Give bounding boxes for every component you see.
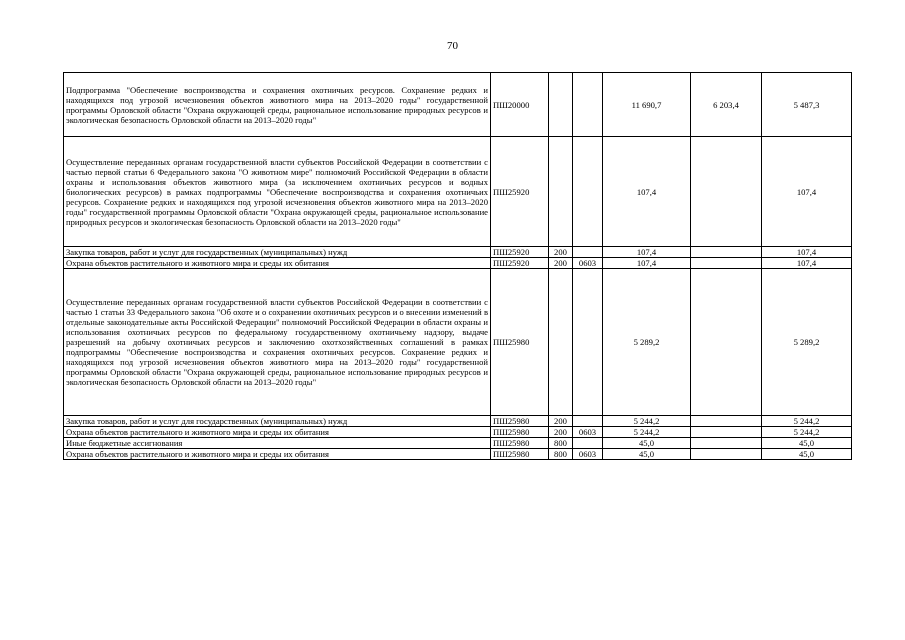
- row-name-cell: Охрана объектов растительного и животного мира и среды их обитания: [64, 449, 491, 460]
- amount-total-cell: 45,0: [603, 449, 691, 460]
- amount-last-cell: 107,4: [762, 137, 852, 247]
- table-row: [64, 258, 852, 269]
- amount-total-cell: 5 244,2: [603, 416, 691, 427]
- target-code-cell: ПШ25980: [491, 449, 549, 460]
- expense-type-cell: [549, 269, 573, 416]
- target-code-cell: ПШ20000: [491, 73, 549, 137]
- target-code-cell: ПШ25920: [491, 137, 549, 247]
- amount-mid-cell: [691, 427, 762, 438]
- amount-mid-cell: [691, 247, 762, 258]
- row-name-cell: Закупка товаров, работ и услуг для государственных (муниципальных) нужд: [64, 247, 491, 258]
- section-code-cell: [573, 269, 603, 416]
- table-row: [64, 137, 852, 247]
- target-code-cell: ПШ25920: [491, 258, 549, 269]
- amount-last-cell: 107,4: [762, 247, 852, 258]
- table-row: [64, 73, 852, 137]
- amount-last-cell: 45,0: [762, 449, 852, 460]
- amount-last-cell: 5 244,2: [762, 416, 852, 427]
- amount-mid-cell: [691, 438, 762, 449]
- target-code-cell: ПШ25980: [491, 269, 549, 416]
- amount-total-cell: 107,4: [603, 258, 691, 269]
- amount-mid-cell: [691, 449, 762, 460]
- amount-last-cell: 5 487,3: [762, 73, 852, 137]
- section-code-cell: 0603: [573, 427, 603, 438]
- amount-total-cell: 45,0: [603, 438, 691, 449]
- expense-type-cell: [549, 73, 573, 137]
- target-code-cell: ПШ25980: [491, 427, 549, 438]
- budget-table: [63, 72, 852, 460]
- section-code-cell: [573, 247, 603, 258]
- row-name-cell: Подпрограмма "Обеспечение воспроизводства и сохранения охотничьих ресурсов. Сохранение редких и находящихся под угрозой исчезновения объектов животного мира на 2013–2020 годы" государственной программы Орловской области "Охрана окружающей среды, рациональное использование природных ресурсов и экологическая безопасность Орловской области на 2013–2020 годы": [64, 73, 491, 137]
- row-name-cell: Иные бюджетные ассигнования: [64, 438, 491, 449]
- table-row: [64, 247, 852, 258]
- expense-type-cell: 200: [549, 416, 573, 427]
- budget-table-body: [64, 73, 852, 460]
- amount-mid-cell: [691, 137, 762, 247]
- table-row: [64, 416, 852, 427]
- section-code-cell: [573, 416, 603, 427]
- section-code-cell: 0603: [573, 258, 603, 269]
- expense-type-cell: 200: [549, 247, 573, 258]
- amount-total-cell: 107,4: [603, 247, 691, 258]
- expense-type-cell: 800: [549, 449, 573, 460]
- expense-type-cell: [549, 137, 573, 247]
- amount-mid-cell: [691, 258, 762, 269]
- amount-total-cell: 107,4: [603, 137, 691, 247]
- table-row: [64, 449, 852, 460]
- row-name-cell: Охрана объектов растительного и животного мира и среды их обитания: [64, 427, 491, 438]
- amount-total-cell: 5 289,2: [603, 269, 691, 416]
- row-name-cell: Охрана объектов растительного и животного мира и среды их обитания: [64, 258, 491, 269]
- amount-mid-cell: [691, 269, 762, 416]
- section-code-cell: 0603: [573, 449, 603, 460]
- section-code-cell: [573, 73, 603, 137]
- section-code-cell: [573, 137, 603, 247]
- amount-last-cell: 107,4: [762, 258, 852, 269]
- amount-mid-cell: 6 203,4: [691, 73, 762, 137]
- amount-last-cell: 5 289,2: [762, 269, 852, 416]
- target-code-cell: ПШ25920: [491, 247, 549, 258]
- amount-total-cell: 5 244,2: [603, 427, 691, 438]
- expense-type-cell: 200: [549, 427, 573, 438]
- row-name-cell: Осуществление переданных органам государственной власти субъектов Российской Федерации в соответствии с частью 1 статьи 33 Федерального закона "Об охоте и о сохранении охотничьих ресурсов и о внесении изменений в отдельные законодательные акты Российской Федерации" полномочий Российской Федерации в области охраны и использования охотничьих ресурсов по федеральному государственному охотничьему надзору, выдаче разрешений на добычу охотничьих ресурсов и заключению охотхозяйственных соглашений в рамках подпрограммы "Обеспечение воспроизводства и сохранения охотничьих ресурсов. Сохранение редких и находящихся под угрозой исчезновения объектов животного мира на 2013–2020 годы" государственной программы Орловской области "Охрана окружающей среды, рациональное использование природных ресурсов и экологическая безопасность Орловской области на 2013–2020 годы": [64, 269, 491, 416]
- amount-last-cell: 45,0: [762, 438, 852, 449]
- table-row: [64, 427, 852, 438]
- target-code-cell: ПШ25980: [491, 438, 549, 449]
- amount-last-cell: 5 244,2: [762, 427, 852, 438]
- amount-mid-cell: [691, 416, 762, 427]
- table-row: [64, 438, 852, 449]
- table-row: [64, 269, 852, 416]
- amount-total-cell: 11 690,7: [603, 73, 691, 137]
- page-number: 70: [447, 40, 458, 52]
- row-name-cell: Закупка товаров, работ и услуг для государственных (муниципальных) нужд: [64, 416, 491, 427]
- expense-type-cell: 200: [549, 258, 573, 269]
- section-code-cell: [573, 438, 603, 449]
- expense-type-cell: 800: [549, 438, 573, 449]
- target-code-cell: ПШ25980: [491, 416, 549, 427]
- row-name-cell: Осуществление переданных органам государственной власти субъектов Российской Федерации в соответствии с частью первой статьи 6 Федерального закона "О животном мире" полномочий Российской Федерации в области охраны и использования объектов животного мира (за исключением охотничьих ресурсов и водных биологических ресурсов) в рамках подпрограммы "Обеспечение воспроизводства и сохранения охотничьих ресурсов. Сохранение редких и находящихся под угрозой исчезновения объектов животного мира на 2013–2020 годы" государственной программы Орловской области "Охрана окружающей среды, рациональное использование природных ресурсов и экологическая безопасность Орловской области на 2013–2020 годы": [64, 137, 491, 247]
